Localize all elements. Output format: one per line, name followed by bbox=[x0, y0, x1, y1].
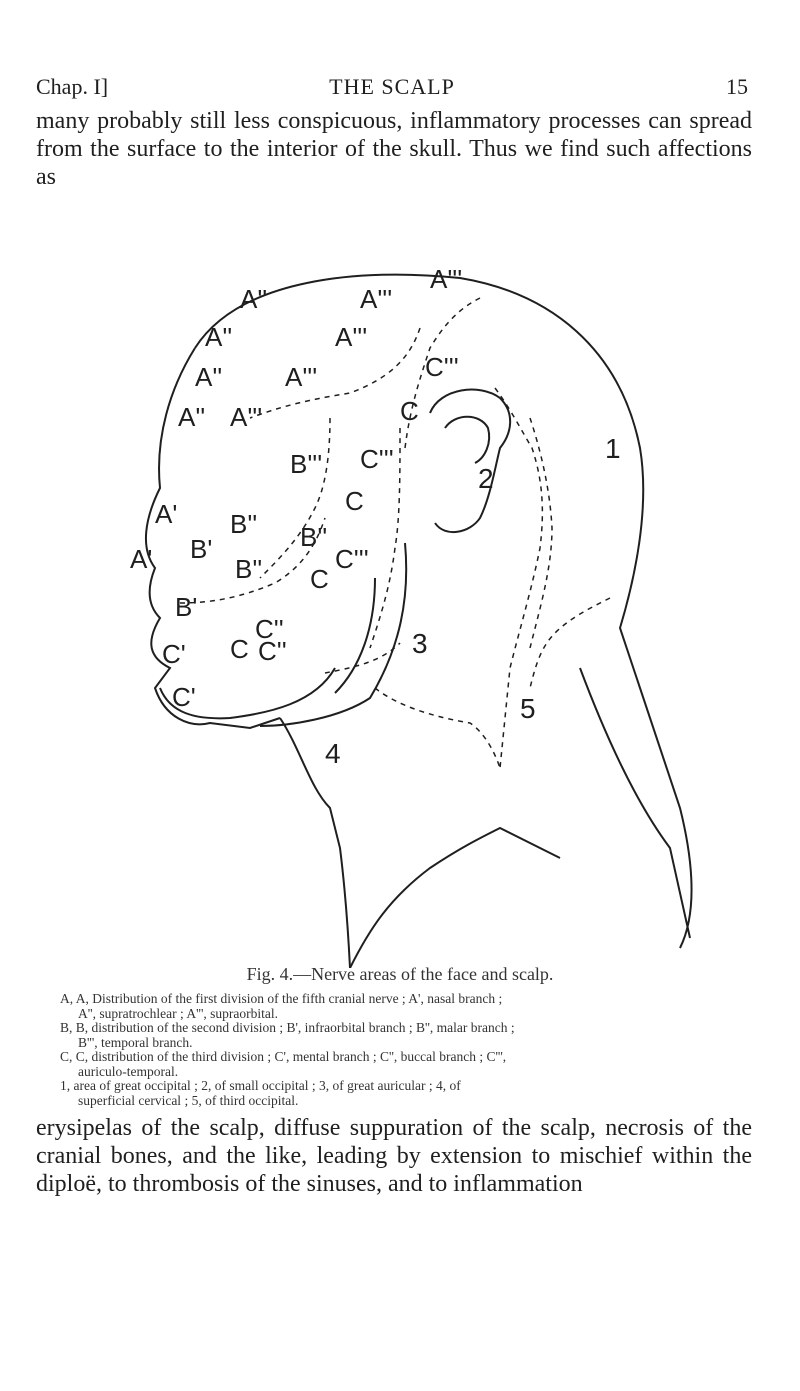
legend-line: auriculo-temporal. bbox=[78, 1063, 179, 1079]
running-header bbox=[36, 74, 748, 104]
fig-label-b1-1: B' bbox=[190, 534, 213, 564]
fig-label-b2-1: B'' bbox=[230, 509, 258, 539]
boundary-dash-6 bbox=[375, 688, 500, 768]
fig-label-c1-1: C' bbox=[162, 639, 186, 669]
nerve-areas-figure bbox=[100, 248, 700, 968]
fig-label-a3-1: A''' bbox=[360, 284, 393, 314]
figure-caption-title: Fig. 4.—Nerve areas of the face and scalp. bbox=[246, 964, 554, 984]
fig-label-a3-4: A''' bbox=[230, 402, 263, 432]
fig-area-4: 4 bbox=[325, 738, 341, 769]
fig-label-b2-2: B'' bbox=[300, 522, 328, 552]
fig-label-c3-2: C''' bbox=[335, 544, 369, 574]
fig-label-c-3: C bbox=[310, 564, 329, 594]
fig-label-a1-2: A' bbox=[130, 544, 153, 574]
ear-inner bbox=[445, 417, 489, 463]
fig-label-c-4: C bbox=[230, 634, 249, 664]
fig-label-a2-4: A'' bbox=[178, 402, 206, 432]
legend-line: C, C, distribution of the third division ; C', mental branch ; C'', buccal branch ; C''', bbox=[60, 1049, 507, 1064]
bottom-paragraph bbox=[36, 1114, 752, 1198]
boundary-dash-8 bbox=[530, 418, 552, 648]
legend-line: A'', supratrochlear ; A''', supraorbital. bbox=[78, 1005, 278, 1021]
top-paragraph-text: many probably still less conspicuous, inflammatory processes can spread from the surface to the interior of the skull. Thus we find such affections as bbox=[36, 108, 752, 190]
legend-line: 1, area of great occipital ; 2, of small occipital ; 3, of great auricular ; 4, of bbox=[60, 1078, 461, 1093]
top-paragraph bbox=[36, 107, 752, 191]
head-outline-drawing bbox=[100, 248, 700, 968]
fig-label-c2-2: C'' bbox=[258, 636, 287, 666]
fig-label-c2-1: C'' bbox=[255, 614, 284, 644]
fig-label-c1-2: C' bbox=[172, 682, 196, 712]
fig-label-b2-3: B'' bbox=[235, 554, 263, 584]
fig-area-2: 2 bbox=[478, 463, 494, 494]
fig-label-a1-1: A' bbox=[155, 499, 178, 529]
fig-label-c-top: C''' bbox=[425, 352, 459, 382]
fig-label-a2-3: A'' bbox=[195, 362, 223, 392]
fig-label-b1-2: B' bbox=[175, 592, 198, 622]
legend-line: B''', temporal branch. bbox=[78, 1034, 193, 1050]
running-title: THE SCALP bbox=[329, 74, 455, 99]
figure-legend bbox=[60, 992, 750, 1108]
fig-area-1: 1 bbox=[605, 433, 621, 464]
page-number: 15 bbox=[726, 74, 748, 99]
legend-line: A, A, Distribution of the first division of the fifth cranial nerve ; A', nasal branch ; bbox=[60, 991, 503, 1006]
fig-label-c-1: C bbox=[400, 396, 419, 426]
boundary-dash-9 bbox=[530, 598, 610, 688]
chapter-label: Chap. I] bbox=[36, 74, 109, 99]
fig-label-c-2: C bbox=[345, 486, 364, 516]
fig-area-3: 3 bbox=[412, 628, 428, 659]
fig-label-a2-2: A'' bbox=[205, 322, 233, 352]
fig-label-a2-1: A'' bbox=[240, 284, 268, 314]
neck-curve bbox=[350, 828, 560, 968]
back-neck bbox=[580, 668, 690, 938]
fig-label-a3-2: A''' bbox=[335, 322, 368, 352]
ear-outline bbox=[430, 390, 510, 532]
fig-label-a3-top: A''' bbox=[430, 264, 463, 294]
jaw-line bbox=[335, 578, 375, 693]
boundary-dash-2 bbox=[260, 418, 330, 578]
fig-label-a3-3: A''' bbox=[285, 362, 318, 392]
fig-label-c3-1: C''' bbox=[360, 444, 394, 474]
legend-line: superficial cervical ; 5, of third occipital. bbox=[78, 1092, 299, 1108]
legend-line: B, B, distribution of the second division ; B', infraorbital branch ; B'', malar branch ; bbox=[60, 1020, 515, 1035]
fig-area-5: 5 bbox=[520, 693, 536, 724]
fig-label-b3: B''' bbox=[290, 449, 323, 479]
bottom-paragraph-text: erysipelas of the scalp, diffuse suppuration of the scalp, necrosis of the cranial bones, and the like, leading by extension to mischief within the diploë, to thrombosis of the sinuses, and to inflammation bbox=[36, 1115, 752, 1197]
